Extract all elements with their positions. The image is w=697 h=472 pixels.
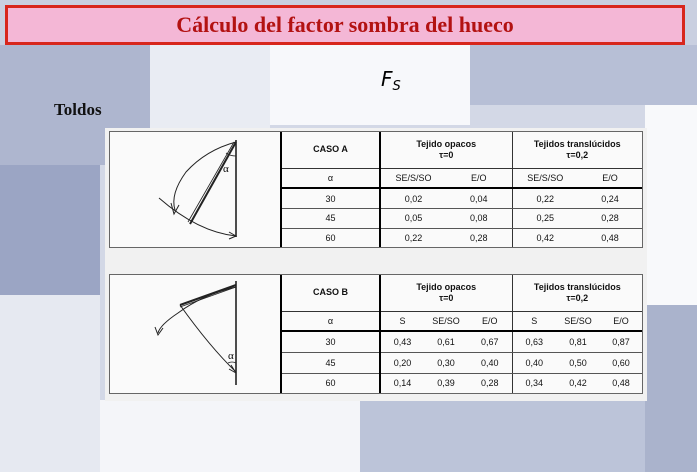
value-cell: 0,25	[512, 209, 578, 229]
awning-diagram-a	[110, 132, 280, 247]
value-cell: 0,34	[525, 378, 544, 389]
case-b-group-translucent-tau: τ=0,2	[566, 292, 589, 303]
table-row	[282, 209, 642, 229]
scanned-tables-image	[105, 128, 647, 401]
case-b-col: S	[512, 311, 556, 331]
value-cell: 0,22	[404, 232, 423, 243]
case-b-group-translucent	[512, 275, 642, 311]
value-cell: 0,48	[612, 378, 630, 389]
case-a-group-translucent-title: Tejidos translúcidos	[533, 138, 621, 149]
value-cell: 0,61	[424, 331, 468, 353]
value-cell: 0,20	[380, 353, 424, 374]
alpha-cell: 45	[282, 353, 380, 374]
alpha-cell: 30	[282, 188, 380, 209]
case-b-col: E/O	[468, 311, 512, 331]
case-a-group-opaque-tau: τ=0	[439, 149, 454, 160]
value-cell: 0,24	[578, 188, 642, 209]
case-b-caso: CASO B	[282, 275, 380, 311]
value-cell: 0,14	[393, 378, 412, 389]
table-row	[282, 188, 642, 209]
value-cell: 0,43	[380, 331, 424, 353]
case-a-col: E/O	[446, 168, 512, 188]
value-cell: 0,40	[512, 353, 556, 374]
section-label-toldos: Toldos	[54, 100, 102, 119]
value-cell: 0,42	[569, 378, 587, 389]
alpha-cell: 30	[282, 331, 380, 353]
value-cell: 0,87	[600, 331, 642, 353]
value-cell: 0,30	[424, 353, 468, 374]
case-b-group-translucent-title: Tejidos translúcidos	[533, 281, 621, 292]
alpha-label-b: α	[228, 350, 234, 362]
case-a-col: E/O	[578, 168, 642, 188]
value-cell: 0,60	[600, 353, 642, 374]
alpha-cell: 45	[282, 209, 380, 229]
value-cell: 0,05	[380, 209, 446, 229]
case-b-diagram	[110, 275, 282, 393]
value-cell: 0,22	[512, 188, 578, 209]
alpha-label-a: α	[223, 163, 229, 175]
value-cell: 0,42	[536, 232, 555, 243]
value-cell: 0,28	[446, 228, 512, 247]
value-cell: 0,50	[556, 353, 600, 374]
table-row	[282, 373, 642, 393]
fs-symbol-subscript: S	[392, 79, 401, 94]
value-cell: 0,02	[380, 188, 446, 209]
case-a-group-translucent	[512, 132, 642, 168]
slide-title: Cálculo del factor sombra del hueco	[176, 12, 514, 37]
case-b-col: SE/SO	[556, 311, 600, 331]
case-a-diagram	[110, 132, 282, 247]
value-cell: 0,39	[437, 378, 455, 389]
value-cell: 0,48	[601, 232, 619, 243]
value-cell: 0,04	[446, 188, 512, 209]
case-b-group-opaque-title: Tejido opacos	[416, 281, 477, 292]
fs-symbol	[381, 67, 401, 94]
case-b-group-opaque-tau: τ=0	[439, 292, 454, 303]
alpha-cell: 60	[282, 373, 380, 393]
case-a-group-opaque-title: Tejido opacos	[416, 138, 477, 149]
table-row	[282, 228, 642, 247]
value-cell: 0,08	[446, 209, 512, 229]
value-cell: 0,40	[468, 353, 512, 374]
value-cell: 0,67	[468, 331, 512, 353]
case-a-group-translucent-tau: τ=0,2	[566, 149, 589, 160]
case-a-group-opaque	[380, 132, 512, 168]
case-b-group-opaque	[380, 275, 512, 311]
value-cell: 0,81	[556, 331, 600, 353]
case-b-col: S	[380, 311, 424, 331]
table-row	[282, 331, 642, 353]
value-cell: 0,28	[468, 373, 512, 393]
case-a-col: SE/S/SO	[380, 168, 446, 188]
case-b-panel	[109, 274, 643, 394]
awning-diagram-b	[110, 275, 280, 393]
alpha-cell: 60	[282, 228, 380, 247]
case-a-panel	[109, 131, 643, 248]
case-a-col: SE/S/SO	[512, 168, 578, 188]
case-a-table	[282, 132, 642, 247]
case-b-alpha-header: α	[282, 311, 380, 331]
value-cell: 0,28	[578, 209, 642, 229]
case-b-col: SE/SO	[424, 311, 468, 331]
table-row	[282, 353, 642, 374]
case-a-caso: CASO A	[282, 132, 380, 168]
value-cell: 0,63	[512, 331, 556, 353]
case-b-col: E/O	[600, 311, 642, 331]
slide-title-bar	[5, 5, 685, 45]
case-a-alpha-header: α	[282, 168, 380, 188]
case-b-table	[282, 275, 642, 393]
fs-symbol-main: F	[381, 67, 393, 91]
